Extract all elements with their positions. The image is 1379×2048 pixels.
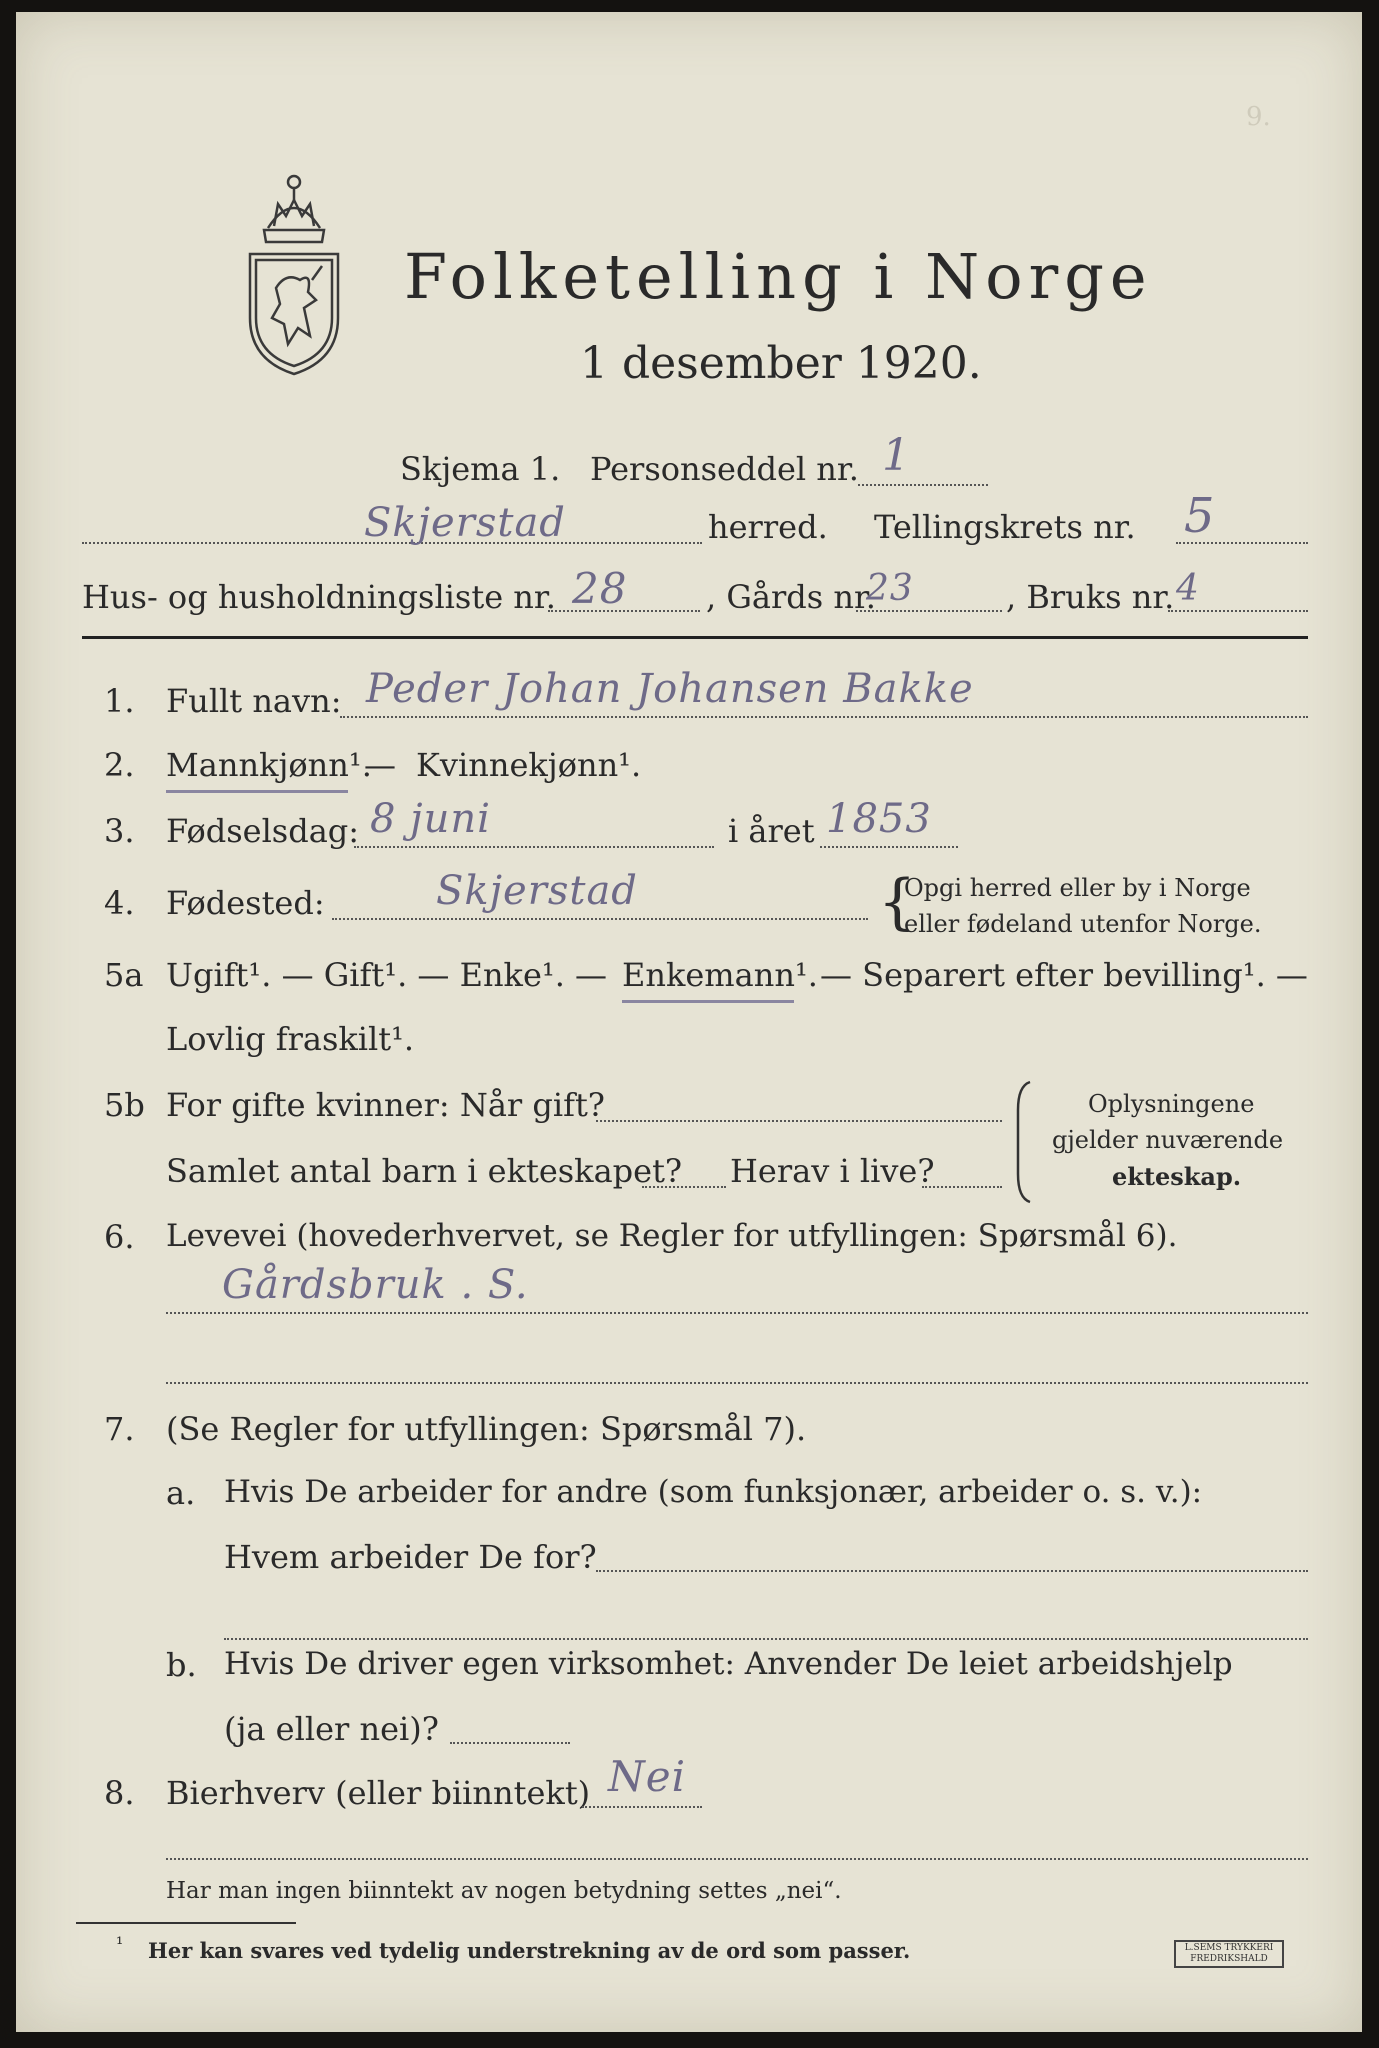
q3-year-field-line	[820, 846, 958, 848]
q3-label: Fødselsdag:	[166, 812, 360, 850]
herred-value[interactable]: Skjerstad	[364, 500, 566, 546]
census-date: 1 desember 1920.	[580, 338, 982, 389]
q5b-note-line1: Oplysningene	[1088, 1090, 1255, 1118]
printer-stamp	[1174, 1940, 1284, 1968]
q2-separator: —	[364, 746, 396, 784]
form-title: Folketelling i Norge	[404, 240, 1153, 313]
q8-field-line-2	[166, 1858, 1308, 1860]
q6-value[interactable]: Gårdsbruk . S.	[222, 1262, 529, 1308]
q7b-field-line	[450, 1742, 570, 1744]
herred-label: herred.	[708, 508, 828, 546]
q4-note-line1: Opgi herred eller by i Norge	[904, 874, 1251, 902]
bleed-through-text: 9.	[1246, 102, 1271, 132]
census-form-sheet	[16, 12, 1362, 2032]
q7b-line1: Hvis De driver egen virksomhet: Anvender De leiet arbeidshjelp	[224, 1646, 1233, 1682]
q8-number: 8.	[104, 1774, 135, 1812]
q4-field-line	[332, 918, 868, 920]
q3-number: 3.	[104, 812, 135, 850]
printer-stamp-line1: L.SEMS TRYKKERI	[1184, 1943, 1274, 1953]
personseddel-value[interactable]: 1	[882, 430, 911, 481]
q2-number: 2.	[104, 746, 135, 784]
q5b-line2-label: Samlet antal barn i ekteskapet?	[166, 1152, 683, 1190]
q3-value[interactable]: 8 juni	[370, 796, 491, 842]
q3-year-label: i året	[728, 812, 815, 850]
husliste-label: Hus- og husholdningsliste nr.	[82, 578, 556, 616]
footnote-mark: ¹	[116, 1934, 124, 1955]
q8-label: Bierhverv (eller biinntekt)	[166, 1774, 591, 1812]
q3-year-value[interactable]: 1853	[826, 796, 932, 842]
q5a-line2: Lovlig fraskilt¹.	[166, 1020, 415, 1058]
q1-number: 1.	[104, 682, 135, 720]
q7-label: (Se Regler for utfyllingen: Spørsmål 7).	[166, 1410, 807, 1448]
q5a-line1: Ugift¹. — Gift¹. — Enke¹. —	[166, 956, 608, 994]
q7a-line1: Hvis De arbeider for andre (som funksjonær, arbeider o. s. v.):	[224, 1474, 1203, 1510]
q5b-alive-label: Herav i live?	[730, 1152, 935, 1190]
q5b-number: 5b	[104, 1086, 145, 1124]
q6-field-line-1	[166, 1312, 1308, 1314]
q4-label: Fødested:	[166, 884, 325, 922]
q5b-alive-field-line	[922, 1186, 1002, 1188]
footnote-divider	[76, 1922, 296, 1924]
q7a-field-line-1	[596, 1570, 1308, 1572]
q8-value[interactable]: Nei	[608, 1752, 687, 1801]
q4-note-line2: eller fødeland utenfor Norge.	[904, 910, 1262, 938]
bruks-value[interactable]: 4	[1176, 568, 1200, 609]
q1-value[interactable]: Peder Johan Johansen Bakke	[366, 666, 974, 712]
q7b-line2: (ja eller nei)?	[224, 1710, 439, 1748]
q5b-note-bracket	[1012, 1080, 1036, 1204]
q6-label: Levevei (hovederhvervet, se Regler for utfyllingen: Spørsmål 6).	[166, 1218, 1178, 1254]
q1-field-line	[340, 716, 1308, 718]
skjema-label: Skjema 1.	[400, 450, 561, 488]
bruks-label: , Bruks nr.	[1006, 578, 1175, 616]
tellingskrets-label: Tellingskrets nr.	[874, 508, 1136, 546]
q2-mann: Mannkjønn¹.	[166, 746, 372, 784]
q7a-line2: Hvem arbeider De for?	[224, 1538, 597, 1576]
q5a-enkemann-underline	[622, 1000, 794, 1003]
q5b-married-field-line	[596, 1120, 1002, 1122]
q3-field-line	[354, 846, 714, 848]
q6-field-line-2	[166, 1382, 1308, 1384]
gards-value[interactable]: 23	[866, 568, 914, 609]
q5a-number: 5a	[104, 956, 144, 994]
q8-field-line	[582, 1806, 702, 1808]
q6-number: 6.	[104, 1218, 135, 1256]
q5b-note-line2: gjelder nuværende	[1052, 1126, 1284, 1154]
q5a-line1-rest: — Separert efter bevilling¹. —	[820, 956, 1308, 994]
q7b-letter: b.	[166, 1646, 197, 1684]
coat-of-arms-icon	[238, 168, 350, 380]
personseddel-field-line	[858, 484, 988, 486]
q5b-line1-label: For gifte kvinner: Når gift?	[166, 1086, 605, 1124]
q5a-enkemann: Enkemann¹.	[622, 956, 818, 994]
q4-note-brace: {	[878, 867, 917, 937]
bruks-field-line	[1168, 610, 1308, 612]
tellingskrets-value[interactable]: 5	[1184, 488, 1216, 544]
footer-note: Har man ingen biinntekt av nogen betydning settes „nei“.	[166, 1878, 842, 1904]
q7a-letter: a.	[166, 1474, 196, 1512]
gards-label: , Gårds nr.	[706, 578, 876, 616]
q2-kvinne: Kvinnekjønn¹.	[416, 746, 642, 784]
q4-number: 4.	[104, 884, 135, 922]
gards-field-line	[856, 610, 1002, 612]
q2-mann-underline	[166, 790, 348, 793]
personseddel-label: Personseddel nr.	[590, 450, 859, 488]
header-divider	[82, 636, 1308, 639]
q1-label: Fullt navn:	[166, 682, 342, 720]
q7a-field-line-2	[224, 1638, 1308, 1640]
q4-value[interactable]: Skjerstad	[436, 868, 638, 914]
q5b-note-line3: ekteskap.	[1112, 1162, 1242, 1191]
printer-stamp-line2: FREDRIKSHALD	[1190, 1954, 1268, 1964]
footnote-text: Her kan svares ved tydelig understrekning av de ord som passer.	[148, 1938, 911, 1963]
q5b-children-field-line	[642, 1186, 726, 1188]
q7-number: 7.	[104, 1410, 135, 1448]
husliste-value[interactable]: 28	[572, 564, 628, 613]
